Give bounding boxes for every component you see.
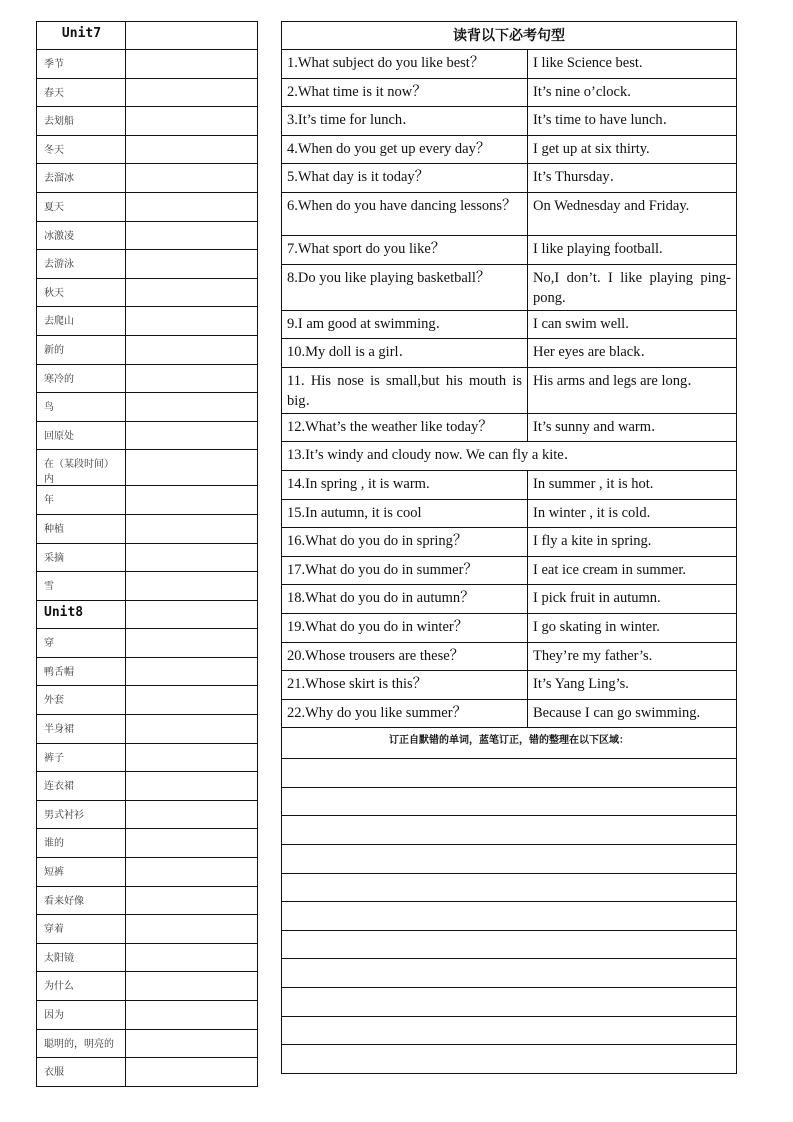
vocab-row [37, 972, 258, 1001]
sentence-row [282, 339, 737, 368]
vocab-row [37, 364, 258, 393]
vocab-row [37, 886, 258, 915]
answer-cell[interactable] [126, 886, 258, 915]
answer-cell: On Wednesday and Friday. [528, 192, 737, 235]
writing-line[interactable] [282, 759, 737, 788]
question-cell: 1.What subject do you like best？ [282, 50, 528, 79]
sentence-row [282, 699, 737, 728]
question-cell: 2.What time is it now？ [282, 78, 528, 107]
vocab-row [37, 278, 258, 307]
vocab-row [37, 657, 258, 686]
vocab-word: 连衣裙 [37, 772, 126, 801]
answer-cell: His arms and legs are long． [528, 367, 737, 413]
answer-cell: I eat ice cream in summer. [528, 556, 737, 585]
sentence-row [282, 470, 737, 499]
writing-line[interactable] [282, 930, 737, 959]
vocab-word: 鸭舌帽 [37, 657, 126, 686]
vocab-word: 去游泳 [37, 250, 126, 279]
answer-cell[interactable] [126, 107, 258, 136]
answer-cell[interactable] [126, 600, 258, 629]
sentence-row [282, 499, 737, 528]
vocab-word: 雪 [37, 572, 126, 601]
answer-cell[interactable] [126, 307, 258, 336]
answer-cell: It’s Yang Ling’s. [528, 671, 737, 700]
vocab-word: 种植 [37, 514, 126, 543]
vocab-row [37, 221, 258, 250]
sentence-row [282, 585, 737, 614]
answer-cell[interactable] [126, 393, 258, 422]
vocab-row [37, 915, 258, 944]
answer-cell[interactable] [126, 943, 258, 972]
question-cell: 16.What do you do in spring？ [282, 528, 528, 557]
answer-cell: It’s time to have lunch． [528, 107, 737, 136]
answer-cell: I can swim well. [528, 310, 737, 339]
vocab-row [37, 1001, 258, 1030]
vocab-word: 谁的 [37, 829, 126, 858]
writing-line[interactable] [282, 787, 737, 816]
vocab-word: 因为 [37, 1001, 126, 1030]
sentence-row [282, 613, 737, 642]
writing-line[interactable] [282, 902, 737, 931]
answer-cell[interactable] [126, 514, 258, 543]
vocab-word: 聪明的，明亮的 [37, 1029, 126, 1058]
sentence-row [282, 442, 737, 471]
vocab-word: 冰激凌 [37, 221, 126, 250]
question-cell: 17.What do you do in summer？ [282, 556, 528, 585]
answer-cell: I like playing football. [528, 235, 737, 264]
answer-cell: I get up at six thirty. [528, 135, 737, 164]
writing-line-row [282, 787, 737, 816]
writing-line[interactable] [282, 845, 737, 874]
vocab-row [37, 250, 258, 279]
answer-cell[interactable] [126, 164, 258, 193]
vocab-row [37, 107, 258, 136]
vocab-word: 夏天 [37, 192, 126, 221]
answer-cell[interactable] [126, 1058, 258, 1087]
unit-header-row [37, 22, 258, 50]
answer-cell[interactable] [126, 78, 258, 107]
vocab-word: 在（某段时间）内 [37, 450, 126, 486]
vocab-row [37, 78, 258, 107]
vocab-word: 裤子 [37, 743, 126, 772]
answer-cell[interactable] [126, 1029, 258, 1058]
question-cell: 9.I am good at swimming． [282, 310, 528, 339]
question-cell: 7.What sport do you like？ [282, 235, 528, 264]
vocab-word: 穿 [37, 629, 126, 658]
vocab-row [37, 421, 258, 450]
answer-cell[interactable] [126, 250, 258, 279]
question-cell: 15.In autumn, it is cool [282, 499, 528, 528]
writing-line[interactable] [282, 873, 737, 902]
answer-cell[interactable] [126, 135, 258, 164]
vocab-word: 鸟 [37, 393, 126, 422]
sentence-table-title: 读背以下必考句型 [282, 22, 737, 50]
answer-cell: In winter , it is cold. [528, 499, 737, 528]
answer-cell[interactable] [126, 192, 258, 221]
vocab-word: 看来好像 [37, 886, 126, 915]
question-cell: 18.What do you do in autumn？ [282, 585, 528, 614]
unit-label: Unit7 [37, 22, 126, 50]
vocab-word: 春天 [37, 78, 126, 107]
vocab-word: 半身裙 [37, 715, 126, 744]
answer-cell[interactable] [126, 421, 258, 450]
vocab-word: 太阳镜 [37, 943, 126, 972]
answer-cell[interactable] [126, 572, 258, 601]
writing-line-row [282, 1016, 737, 1045]
answer-cell[interactable] [126, 364, 258, 393]
question-cell: 22.Why do you like summer？ [282, 699, 528, 728]
answer-cell[interactable] [126, 22, 258, 50]
writing-line[interactable] [282, 1045, 737, 1074]
vocab-row [37, 715, 258, 744]
answer-cell[interactable] [126, 800, 258, 829]
answer-cell: I go skating in winter. [528, 613, 737, 642]
question-cell: 8.Do you like playing basketball？ [282, 264, 528, 310]
writing-line-row [282, 845, 737, 874]
sentence-row [282, 50, 737, 79]
writing-line-row [282, 816, 737, 845]
sentence-row [282, 310, 737, 339]
vocab-word: 穿着 [37, 915, 126, 944]
writing-line[interactable] [282, 988, 737, 1017]
writing-line[interactable] [282, 959, 737, 988]
vocab-row [37, 164, 258, 193]
question-cell: 21.Whose skirt is this？ [282, 671, 528, 700]
writing-line-row [282, 873, 737, 902]
answer-cell: Her eyes are black． [528, 339, 737, 368]
answer-cell: It’s Thursday． [528, 164, 737, 193]
writing-line-row [282, 959, 737, 988]
answer-cell[interactable] [126, 221, 258, 250]
vocab-word: 新的 [37, 335, 126, 364]
vocab-row [37, 772, 258, 801]
vocab-row [37, 307, 258, 336]
sentence-row [282, 367, 737, 413]
vocab-row [37, 335, 258, 364]
vocab-word: 去划船 [37, 107, 126, 136]
vocab-row [37, 829, 258, 858]
answer-cell[interactable] [126, 972, 258, 1001]
vocab-row [37, 543, 258, 572]
vocab-row [37, 1029, 258, 1058]
sentence-row [282, 107, 737, 136]
answer-cell[interactable] [126, 829, 258, 858]
vocabulary-table [36, 21, 258, 1087]
answer-cell: They’re my father’s. [528, 642, 737, 671]
writing-line[interactable] [282, 816, 737, 845]
sentence-row [282, 642, 737, 671]
vocab-word: 年 [37, 486, 126, 515]
answer-cell[interactable] [126, 657, 258, 686]
unit-label: Unit8 [37, 600, 126, 629]
sentence-row [282, 235, 737, 264]
answer-cell[interactable] [126, 686, 258, 715]
writing-line-row [282, 988, 737, 1017]
vocab-row [37, 192, 258, 221]
unit-header-row [37, 600, 258, 629]
vocab-row [37, 135, 258, 164]
answer-cell[interactable] [126, 715, 258, 744]
answer-cell: No,I don’t. I like playing ping-pong. [528, 264, 737, 310]
writing-line-row [282, 1045, 737, 1074]
sentence-row [282, 413, 737, 442]
question-cell: 6.When do you have dancing lessons？ [282, 192, 528, 235]
vocab-row [37, 486, 258, 515]
sentence-row [282, 164, 737, 193]
vocab-row [37, 743, 258, 772]
vocab-row [37, 629, 258, 658]
vocab-word: 外套 [37, 686, 126, 715]
sentence-table-title-row [282, 22, 737, 50]
correction-note: 订正自默错的单词，蓝笔订正，错的整理在以下区域： [282, 728, 737, 759]
answer-cell: I fly a kite in spring. [528, 528, 737, 557]
answer-cell[interactable] [126, 743, 258, 772]
vocab-row [37, 393, 258, 422]
vocab-word: 寒冷的 [37, 364, 126, 393]
answer-cell: In summer , it is hot. [528, 470, 737, 499]
question-cell: 3.It’s time for lunch． [282, 107, 528, 136]
answer-cell[interactable] [126, 1001, 258, 1030]
sentence-row [282, 78, 737, 107]
vocab-row [37, 572, 258, 601]
sentence-row [282, 192, 737, 235]
answer-cell[interactable] [126, 629, 258, 658]
answer-cell[interactable] [126, 335, 258, 364]
sentence-row [282, 671, 737, 700]
vocab-word: 冬天 [37, 135, 126, 164]
vocab-word: 为什么 [37, 972, 126, 1001]
vocab-row [37, 450, 258, 486]
vocab-word: 回原处 [37, 421, 126, 450]
sentence-row [282, 135, 737, 164]
sentence-cell: 13.It’s windy and cloudy now. We can fly a kite． [282, 442, 737, 471]
vocab-row [37, 686, 258, 715]
answer-cell: It’s nine o’clock. [528, 78, 737, 107]
vocab-row [37, 514, 258, 543]
answer-cell[interactable] [126, 278, 258, 307]
answer-cell[interactable] [126, 772, 258, 801]
question-cell: 5.What day is it today？ [282, 164, 528, 193]
question-cell: 11. His nose is small,but his mouth is big． [282, 367, 528, 413]
writing-line-row [282, 759, 737, 788]
question-cell: 19.What do you do in winter？ [282, 613, 528, 642]
vocab-word: 去爬山 [37, 307, 126, 336]
question-cell: 4.When do you get up every day？ [282, 135, 528, 164]
sentence-row [282, 528, 737, 557]
vocab-row [37, 1058, 258, 1087]
answer-cell[interactable] [126, 915, 258, 944]
answer-cell[interactable] [126, 858, 258, 887]
vocab-word: 男式衬衫 [37, 800, 126, 829]
vocab-word: 季节 [37, 50, 126, 79]
vocab-row [37, 50, 258, 79]
vocab-row [37, 943, 258, 972]
vocab-row [37, 800, 258, 829]
question-cell: 14.In spring , it is warm. [282, 470, 528, 499]
vocab-word: 短裤 [37, 858, 126, 887]
answer-cell[interactable] [126, 50, 258, 79]
vocab-word: 衣服 [37, 1058, 126, 1087]
question-cell: 20.Whose trousers are these？ [282, 642, 528, 671]
answer-cell[interactable] [126, 450, 258, 486]
answer-cell[interactable] [126, 543, 258, 572]
answer-cell: It’s sunny and warm． [528, 413, 737, 442]
answer-cell: I like Science best. [528, 50, 737, 79]
vocab-row [37, 858, 258, 887]
writing-line[interactable] [282, 1016, 737, 1045]
answer-cell[interactable] [126, 486, 258, 515]
writing-line-row [282, 902, 737, 931]
vocab-word: 去溜冰 [37, 164, 126, 193]
sentence-row [282, 264, 737, 310]
question-cell: 10.My doll is a girl． [282, 339, 528, 368]
answer-cell: Because I can go swimming. [528, 699, 737, 728]
vocab-word: 采摘 [37, 543, 126, 572]
sentence-table [281, 21, 737, 1074]
vocab-word: 秋天 [37, 278, 126, 307]
question-cell: 12.What’s the weather like today？ [282, 413, 528, 442]
sentence-row [282, 556, 737, 585]
answer-cell: I pick fruit in autumn. [528, 585, 737, 614]
correction-note-row [282, 728, 737, 759]
writing-line-row [282, 930, 737, 959]
